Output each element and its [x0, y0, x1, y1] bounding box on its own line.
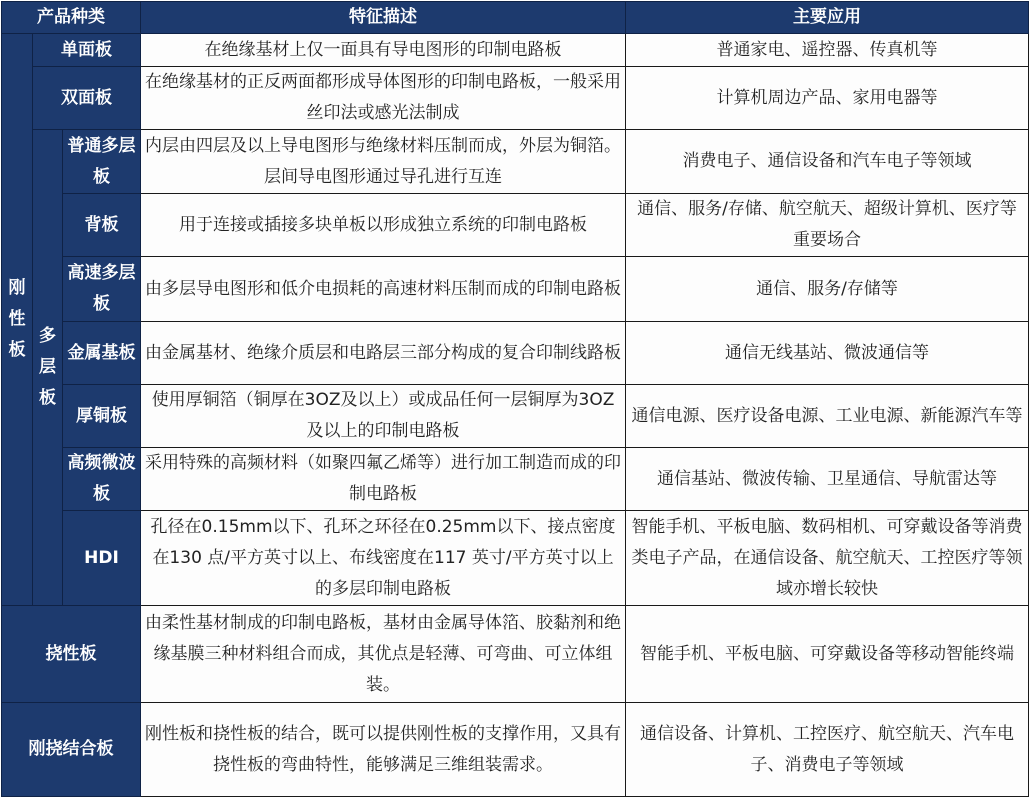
- row-name: 挠性板: [2, 606, 141, 703]
- table-header-row: [2, 2, 1029, 34]
- group-multilayer-board: [33, 130, 63, 606]
- row-application: 通信设备、计算机、工控医疗、航空航天、汽车电子、消费电子等领域: [626, 703, 1029, 797]
- table-row: [2, 448, 1029, 511]
- row-application: 通信、服务/存储、航空航天、超级计算机、医疗等重要场合: [626, 194, 1029, 257]
- pcb-product-table: [1, 1, 1029, 797]
- row-feature: 由多层导电图形和低介电损耗的高速材料压制而成的印制电路板: [141, 257, 626, 322]
- row-feature: 使用厚铜箔（铜厚在3OZ及以上）或成品任何一层铜厚为3OZ及以上的印制电路板: [141, 385, 626, 448]
- row-application: 通信、服务/存储等: [626, 257, 1029, 322]
- row-feature: 用于连接或插接多块单板以形成独立系统的印制电路板: [141, 194, 626, 257]
- row-application: 智能手机、平板电脑、可穿戴设备等移动智能终端: [626, 606, 1029, 703]
- row-feature: 采用特殊的高频材料（如聚四氟乙烯等）进行加工制造而成的印制电路板: [141, 448, 626, 511]
- row-name: 金属基板: [63, 322, 141, 385]
- table-row: [2, 511, 1029, 606]
- row-name: 双面板: [33, 67, 141, 130]
- row-application: 普通家电、遥控器、传真机等: [626, 34, 1029, 67]
- row-feature: 在绝缘基材的正反两面都形成导体图形的印制电路板，一般采用丝印法或感光法制成: [141, 67, 626, 130]
- table-row: [2, 322, 1029, 385]
- row-application: 通信无线基站、微波通信等: [626, 322, 1029, 385]
- table-row: [2, 194, 1029, 257]
- header-category: 产品种类: [2, 2, 141, 34]
- row-name: 高频微波板: [63, 448, 141, 511]
- row-name: 单面板: [33, 34, 141, 67]
- row-feature: 孔径在0.15mm以下、孔环之环径在0.25mm以下、接点密度在130 点/平方英寸以上、布线密度在117 英寸/平方英寸以上的多层印制电路板: [141, 511, 626, 606]
- row-name: HDI: [63, 511, 141, 606]
- row-application: 通信电源、医疗设备电源、工业电源、新能源汽车等: [626, 385, 1029, 448]
- row-application: 计算机周边产品、家用电器等: [626, 67, 1029, 130]
- table-row: [2, 130, 1029, 194]
- group-rigid-label: 刚性板: [8, 278, 26, 360]
- row-name: 普通多层板: [63, 130, 141, 194]
- row-application: 消费电子、通信设备和汽车电子等领域: [626, 130, 1029, 194]
- header-application: 主要应用: [626, 2, 1029, 34]
- group-rigid-board: [2, 34, 33, 606]
- row-feature: 在绝缘基材上仅一面具有导电图形的印制电路板: [141, 34, 626, 67]
- table-row: [2, 703, 1029, 797]
- row-feature: 刚性板和挠性板的结合，既可以提供刚性板的支撑作用，又具有挠性板的弯曲特性，能够满足三维组装需求。: [141, 703, 626, 797]
- row-feature: 由柔性基材制成的印制电路板，基材由金属导体箔、胶黏剂和绝缘基膜三种材料组合而成，其优点是轻薄、可弯曲、可立体组装。: [141, 606, 626, 703]
- table-row: [2, 385, 1029, 448]
- row-feature: 由金属基材、绝缘介质层和电路层三部分构成的复合印制线路板: [141, 322, 626, 385]
- header-feature: 特征描述: [141, 2, 626, 34]
- row-name: 刚挠结合板: [2, 703, 141, 797]
- group-multilayer-label: 多层板: [39, 326, 56, 408]
- table-row: [2, 257, 1029, 322]
- row-name: 背板: [63, 194, 141, 257]
- row-name: 高速多层板: [63, 257, 141, 322]
- row-name: 厚铜板: [63, 385, 141, 448]
- table-row: [2, 34, 1029, 67]
- table-row: [2, 67, 1029, 130]
- row-feature: 内层由四层及以上导电图形与绝缘材料压制而成，外层为铜箔。层间导电图形通过导孔进行互连: [141, 130, 626, 194]
- table-row: [2, 606, 1029, 703]
- row-application: 通信基站、微波传输、卫星通信、导航雷达等: [626, 448, 1029, 511]
- row-application: 智能手机、平板电脑、数码相机、可穿戴设备等消费类电子产品，在通信设备、航空航天、工控医疗等领域亦增长较快: [626, 511, 1029, 606]
